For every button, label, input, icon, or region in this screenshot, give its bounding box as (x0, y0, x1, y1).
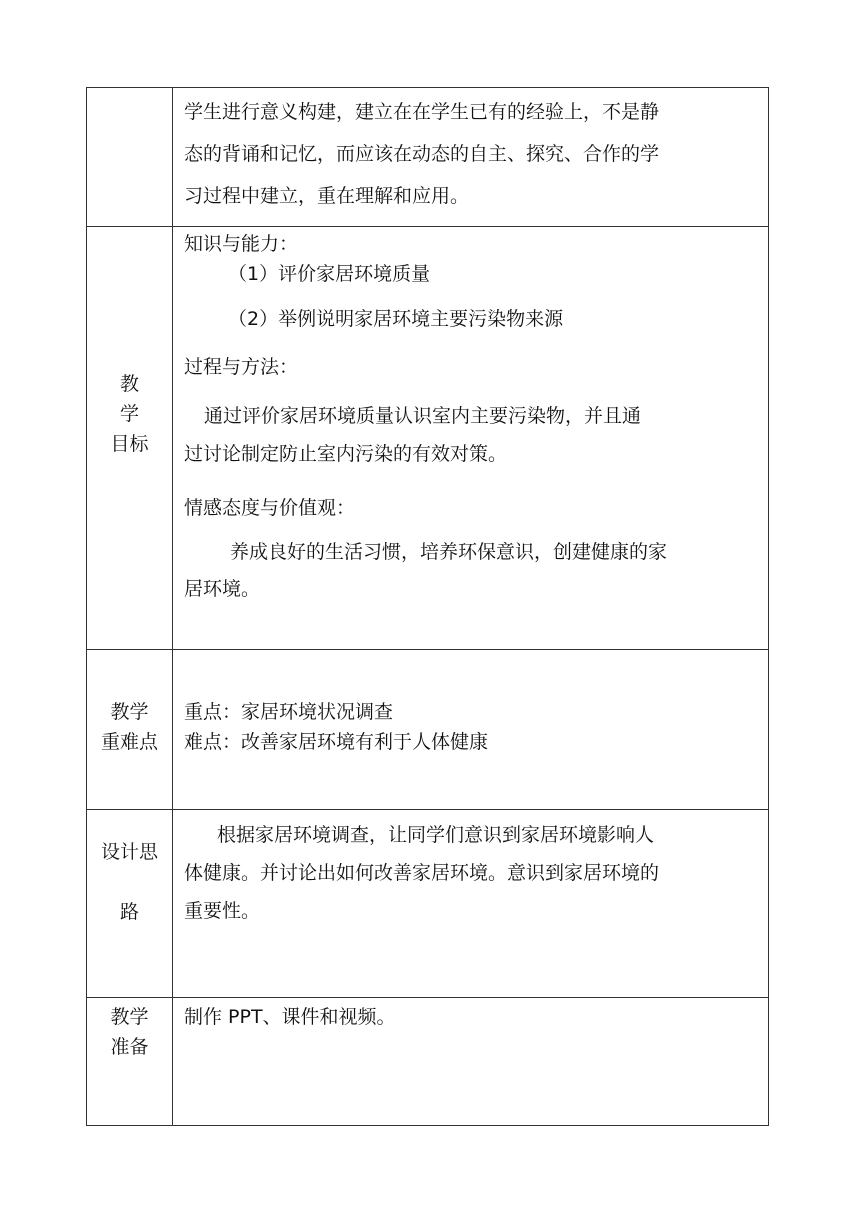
lesson-plan-table (86, 87, 769, 1126)
design-content (184, 816, 762, 930)
prep-label: 教学 准备 (110, 1006, 149, 1058)
process-line: 通过评价家居环境质量认识室内主要污染物，并且通 (204, 405, 642, 427)
knowledge-item: （1）评价家居环境质量 (228, 263, 431, 285)
row-intro (87, 88, 768, 227)
intro-line: 学生进行意义构建，建立在在学生已有的经验上，不是静 (184, 101, 660, 123)
design-line: 重要性。 (184, 900, 261, 922)
row-prep (87, 998, 768, 1125)
intro-text (184, 91, 762, 217)
row-design (87, 810, 768, 998)
prep-text: 制作 PPT、课件和视频。 (184, 1006, 396, 1028)
design-line: 根据家居环境调查，让同学们意识到家居环境影响人 (217, 824, 655, 846)
emotion-line: 养成良好的生活习惯，培养环保意识，创建健康的家 (230, 541, 668, 563)
intro-line: 习过程中建立，重在理解和应用。 (184, 185, 470, 207)
knowledge-item: （2）举例说明家居环境主要污染物来源 (228, 308, 564, 330)
keypoints-content (184, 697, 762, 757)
design-line: 体健康。并讨论出如何改善家居环境。意识到家居环境的 (184, 862, 660, 884)
keypoints-label: 教学 重难点 (100, 701, 158, 753)
intro-line: 态的背诵和记忆，而应该在动态的自主、探究、合作的学 (184, 143, 660, 165)
emotion-title: 情感态度与价值观： (184, 497, 356, 519)
knowledge-title: 知识与能力： (184, 233, 299, 255)
process-line: 过讨论制定防止室内污染的有效对策。 (184, 443, 508, 465)
key-point: 重点：家居环境状况调查 (184, 701, 394, 723)
emotion-line: 居环境。 (184, 578, 261, 600)
goals-label: 教 学 目标 (110, 373, 149, 455)
design-label: 设计思 路 (100, 841, 158, 923)
row-keypoints (87, 650, 768, 810)
difficult-point: 难点：改善家居环境有利于人体健康 (184, 731, 489, 753)
row-goals (87, 227, 768, 650)
prep-content (184, 1002, 762, 1032)
process-title: 过程与方法： (184, 356, 299, 378)
